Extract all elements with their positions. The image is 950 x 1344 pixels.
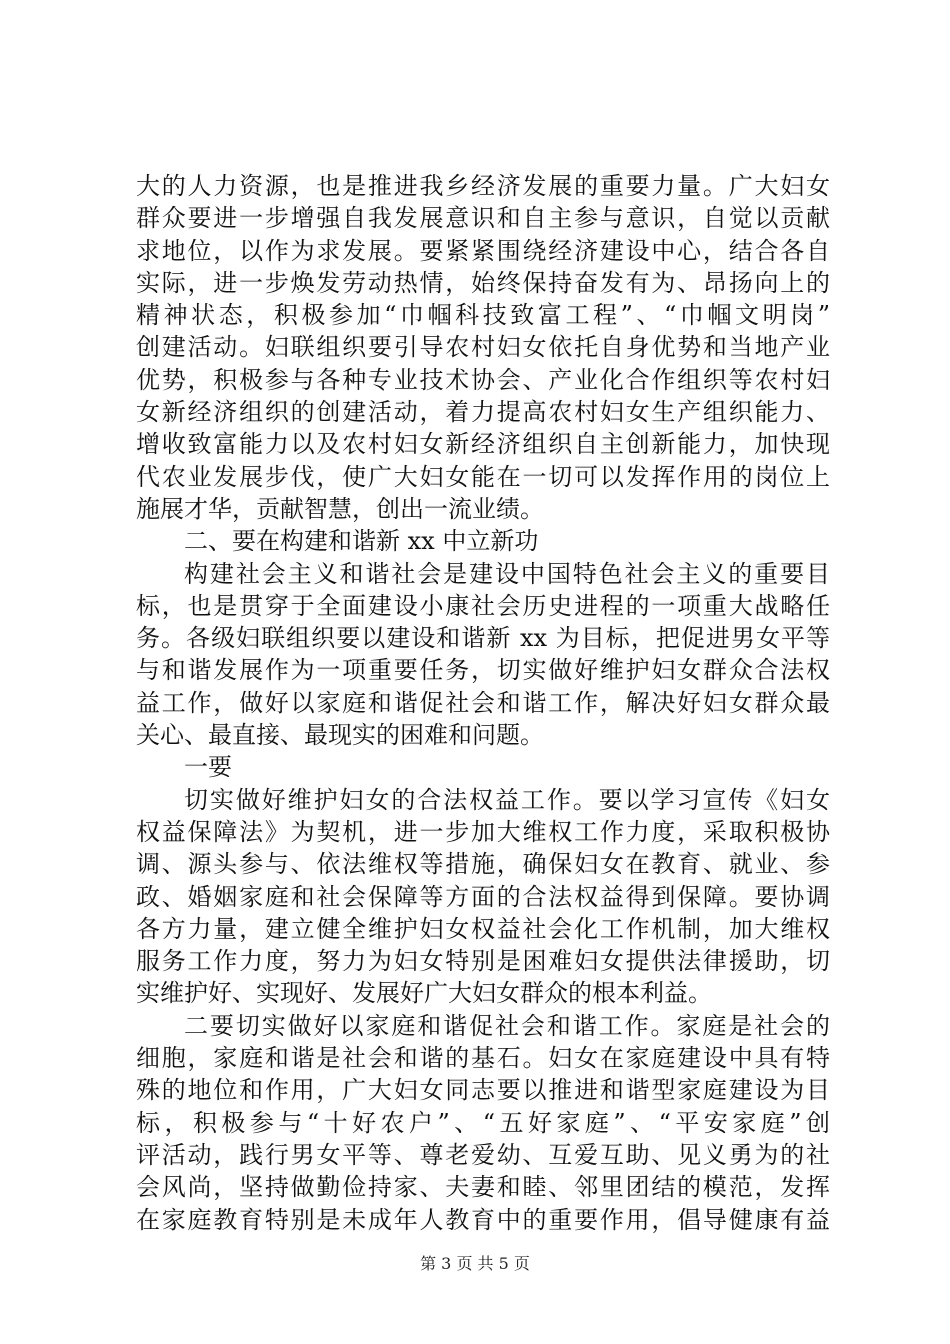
- text-line: 二、要在构建和谐新 xx 中立新功: [184, 527, 539, 556]
- document-body: [136, 170, 830, 1236]
- text-line: 优势，积极参与各种专业技术协会、产业化合作组织等农村妇: [136, 365, 830, 394]
- text-line: 权益保障法》为契机，进一步加大维权工作力度，采取积极协: [136, 817, 830, 846]
- text-line: 构建社会主义和谐社会是建设中国特色社会主义的重要目: [184, 559, 830, 588]
- text-line: 评活动，践行男女平等、尊老爱幼、互爱互助、见义勇为的社: [136, 1140, 830, 1169]
- text-line: 实维护好、实现好、发展好广大妇女群众的根本利益。: [136, 979, 712, 1008]
- text-line: 会风尚，坚持做勤俭持家、夫妻和睦、邻里团结的模范，发挥: [136, 1173, 830, 1202]
- text-line: 一要: [184, 753, 232, 782]
- text-line: 增收致富能力以及农村妇女新经济组织自主创新能力，加快现: [136, 430, 830, 459]
- text-line: 实际，进一步焕发劳动热情，始终保持奋发有为、昂扬向上的: [136, 268, 830, 297]
- text-line: 细胞，家庭和谐是社会和谐的基石。妇女在家庭建设中具有特: [136, 1044, 830, 1073]
- text-line: 标，积极参与“十好农户”、“五好家庭”、“平安家庭”创: [136, 1108, 830, 1137]
- text-line: 与和谐发展作为一项重要任务，切实做好维护妇女群众合法权: [136, 656, 830, 685]
- text-line: 各方力量，建立健全维护妇女权益社会化工作机制，加大维权: [136, 914, 830, 943]
- text-lines: [136, 170, 830, 1236]
- text-line: 精神状态，积极参加“巾帼科技致富工程”、“巾帼文明岗”: [136, 301, 830, 330]
- text-line: 施展才华，贡献智慧，创出一流业绩。: [136, 494, 544, 523]
- text-line: 殊的地位和作用，广大妇女同志要以推进和谐型家庭建设为目: [136, 1076, 830, 1105]
- text-line: 群众要进一步增强自我发展意识和自主参与意识，自觉以贡献: [136, 204, 830, 233]
- text-line: 益工作，做好以家庭和谐促社会和谐工作，解决好妇女群众最: [136, 688, 830, 717]
- text-line: 调、源头参与、依法维权等措施，确保妇女在教育、就业、参: [136, 850, 830, 879]
- text-line: 标，也是贯穿于全面建设小康社会历史进程的一项重大战略任: [136, 591, 830, 620]
- text-line: 关心、最直接、最现实的困难和问题。: [136, 721, 544, 750]
- text-line: 务。各级妇联组织要以建设和谐新 xx 为目标，把促进男女平等: [136, 624, 830, 653]
- text-line: 在家庭教育特别是未成年人教育中的重要作用，倡导健康有益: [136, 1205, 830, 1234]
- text-line: 服务工作力度，努力为妇女特别是困难妇女提供法律援助，切: [136, 947, 830, 976]
- text-line: 大的人力资源，也是推进我乡经济发展的重要力量。广大妇女: [136, 172, 830, 200]
- text-line: 代农业发展步伐，使广大妇女能在一切可以发挥作用的岗位上: [136, 462, 830, 491]
- text-line: 切实做好维护妇女的合法权益工作。要以学习宣传《妇女: [184, 785, 830, 814]
- text-line: 创建活动。妇联组织要引导农村妇女依托自身优势和当地产业: [136, 333, 830, 362]
- text-line: 女新经济组织的创建活动，着力提高农村妇女生产组织能力、: [136, 398, 830, 427]
- text-line: 求地位，以作为求发展。要紧紧围绕经济建设中心，结合各自: [136, 236, 830, 265]
- text-line: 政、婚姻家庭和社会保障等方面的合法权益得到保障。要协调: [136, 882, 830, 911]
- page-footer: 第 3 页 共 5 页: [420, 1254, 530, 1273]
- text-line: 二要切实做好以家庭和谐促社会和谐工作。家庭是社会的: [184, 1011, 830, 1040]
